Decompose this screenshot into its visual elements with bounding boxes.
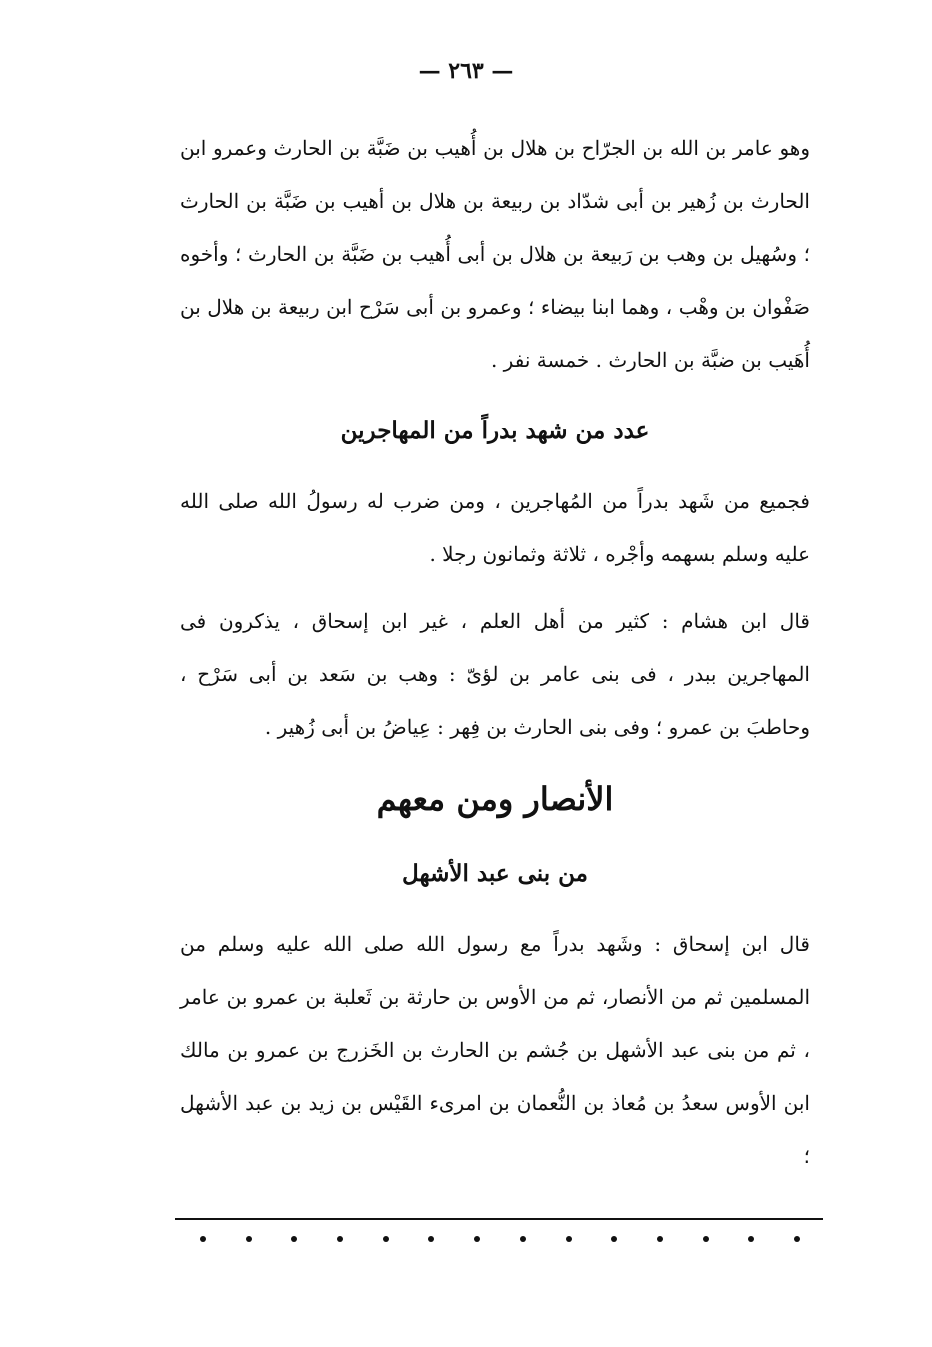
footer-dot bbox=[291, 1236, 297, 1242]
sub-heading: من بنى عبد الأشهل bbox=[402, 860, 588, 887]
page-body bbox=[180, 122, 810, 1183]
footer-dot bbox=[748, 1236, 754, 1242]
page-number: — ٢٦٣ — bbox=[418, 58, 514, 84]
footer-dot bbox=[200, 1236, 206, 1242]
ansar-paragraph: قال ابن إسحاق : وشَهد بدراً مع رسول الله صلى الله عليه وسلم من المسلمين ثم من الأنصار، ثم من الأوس بن حارثة بن ثَعلبة بن عمرو بن عامر ، ثم من بنى عبد الأشهل بن جُشم بن الحارث بن الخَزرج بن عمرو بن مالك ابن الأوس سعدُ بن مُعاذ بن النُّعمان بن امرىء القَيْس بن زيد بن عبد الأشهل ؛ bbox=[180, 932, 810, 1168]
footer-dot bbox=[794, 1236, 800, 1242]
footer-dot bbox=[383, 1236, 389, 1242]
footer-dot bbox=[520, 1236, 526, 1242]
footnote-divider bbox=[175, 1218, 823, 1220]
ibn-hisham-paragraph: قال ابن هشام : كثير من أهل العلم ، غير ابن إسحاق ، يذكرون فى المهاجرين ببدر ، فى بنى عامر بن لؤىّ : وهب بن سَعد بن أبى سَرْح ، وحاطبَ بن عمرو ؛ وفى بنى الحارث بن فِهر : عِياضُ بن أبى زُهير . bbox=[180, 609, 810, 739]
count-paragraph: فجميع من شَهد بدراً من المُهاجرين ، ومن ضرب له رسولُ الله صلى الله عليه وسلم بسهمه وأجْره ، ثلاثة وثمانون رجلا . bbox=[180, 489, 810, 566]
footer-dot bbox=[428, 1236, 434, 1242]
footer-dot bbox=[474, 1236, 480, 1242]
footer-dot bbox=[703, 1236, 709, 1242]
footer-dot bbox=[657, 1236, 663, 1242]
footer-dot bbox=[566, 1236, 572, 1242]
footer-dot bbox=[246, 1236, 252, 1242]
intro-paragraph: وهو عامر بن الله بن الجرّاح بن هلال بن أُهيب بن ضَبَّة بن الحارث وعمرو ابن الحارث بن زُهير بن أبى شدّاد بن ربيعة بن هلال بن أهيب بن ضَبَّة بن الحارث ؛ وسُهيل بن وهب بن رَبيعة بن هلال بن أبى أُهيب بن ضَبَّة بن الحارث ؛ وأخوه صَفْوان بن وهْب ، وهما ابنا بيضاء ؛ وعمرو بن أبى سَرْح ابن ربيعة بن هلال بن أُهَيب بن ضبَّة بن الحارث . خمسة نفر . bbox=[180, 136, 810, 372]
footer-dot bbox=[337, 1236, 343, 1242]
count-heading: عدد من شهد بدراً من المهاجرين bbox=[340, 417, 650, 444]
footer-dot bbox=[611, 1236, 617, 1242]
footer-dot-row bbox=[200, 1236, 800, 1242]
main-heading: الأنصار ومن معهم bbox=[376, 780, 614, 818]
